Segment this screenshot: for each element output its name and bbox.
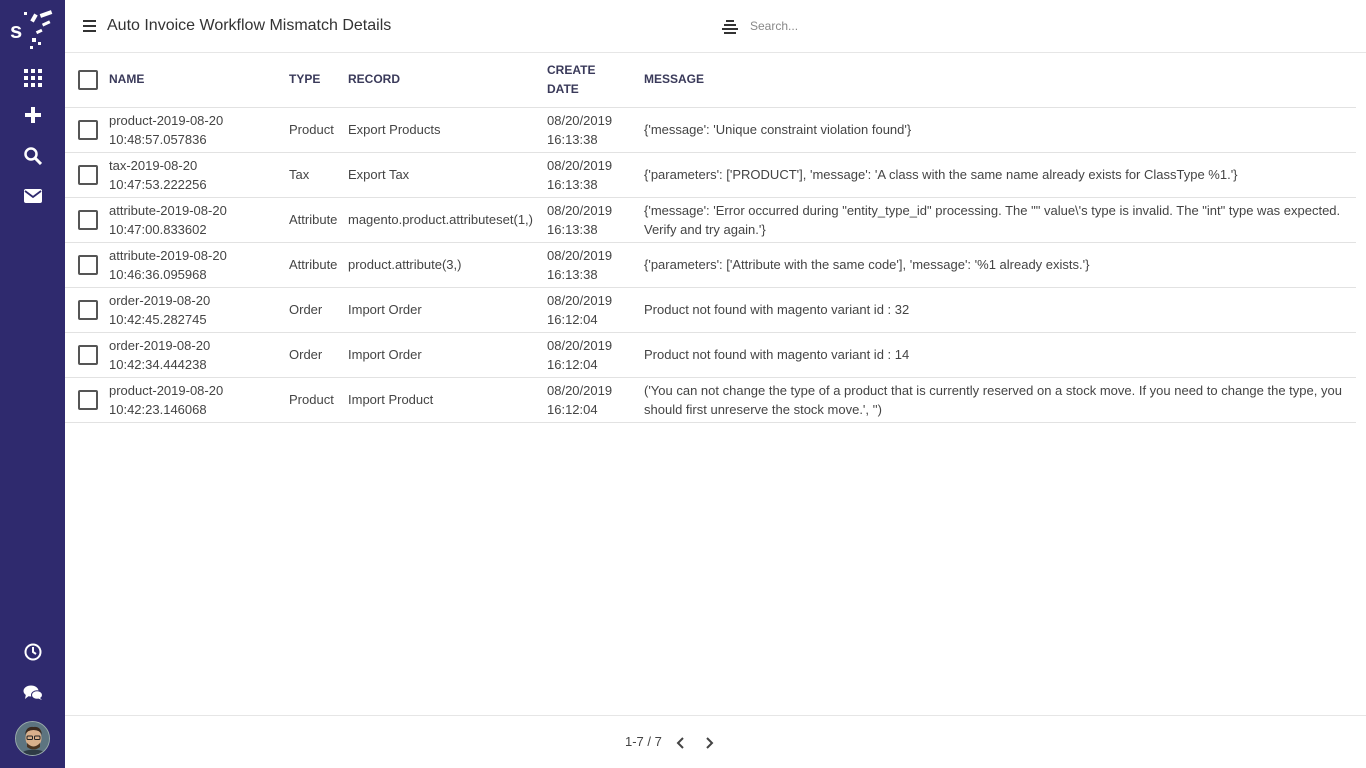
cell-message: Product not found with magento variant id : 32 — [640, 287, 1356, 332]
chevron-right-icon[interactable] — [702, 736, 716, 750]
column-header-name[interactable]: NAME — [105, 53, 285, 107]
column-header-type[interactable]: TYPE — [285, 53, 344, 107]
chevron-left-icon[interactable] — [674, 736, 688, 750]
cell-record: magento.product.attributeset(1,) — [344, 197, 543, 242]
clock-icon[interactable] — [0, 637, 65, 667]
cell-message: {'parameters': ['PRODUCT'], 'message': 'A class with the same name already exists for ClassType %1.'} — [640, 152, 1356, 197]
apps-grid-icon[interactable] — [0, 63, 65, 93]
cell-record: Import Product — [344, 377, 543, 422]
cell-create-date: 08/20/2019 16:13:38 — [543, 107, 640, 152]
cell-type: Product — [285, 377, 344, 422]
plus-icon[interactable] — [0, 100, 65, 130]
avatar[interactable] — [15, 721, 50, 756]
mismatch-table — [65, 53, 1356, 423]
table-row[interactable] — [65, 152, 1356, 197]
row-checkbox[interactable] — [78, 345, 98, 365]
cell-type: Attribute — [285, 242, 344, 287]
cell-name: tax-2019-08-20 10:47:53.222256 — [105, 152, 285, 197]
cell-record: Export Products — [344, 107, 543, 152]
mail-icon[interactable] — [0, 181, 65, 211]
chat-icon[interactable] — [0, 678, 65, 708]
row-checkbox[interactable] — [78, 120, 98, 140]
row-checkbox[interactable] — [78, 255, 98, 275]
row-checkbox[interactable] — [78, 210, 98, 230]
table-row[interactable] — [65, 377, 1356, 422]
cell-message: {'message': 'Unique constraint violation found'} — [640, 107, 1356, 152]
cell-message: Product not found with magento variant id : 14 — [640, 332, 1356, 377]
row-checkbox[interactable] — [78, 300, 98, 320]
pager-range: 1-7 / 7 — [625, 734, 662, 749]
table-row[interactable] — [65, 332, 1356, 377]
table-row[interactable] — [65, 197, 1356, 242]
hamburger-menu-icon[interactable] — [83, 20, 97, 34]
cell-type: Product — [285, 107, 344, 152]
cell-message: {'parameters': ['Attribute with the same code'], 'message': '%1 already exists.'} — [640, 242, 1356, 287]
cell-create-date: 08/20/2019 16:13:38 — [543, 242, 640, 287]
cell-create-date: 08/20/2019 16:12:04 — [543, 287, 640, 332]
page-title: Auto Invoice Workflow Mismatch Details — [107, 17, 392, 34]
search-icon[interactable] — [0, 141, 65, 171]
cell-message: ('You can not change the type of a product that is currently reserved on a stock move. If you need to change the type, you should first unreserve the stock move.', '') — [640, 377, 1356, 422]
pagination-footer — [65, 715, 1366, 768]
sidebar — [0, 0, 65, 768]
cell-name: product-2019-08-20 10:42:23.146068 — [105, 377, 285, 422]
top-bar — [65, 0, 1366, 53]
row-checkbox[interactable] — [78, 165, 98, 185]
cell-record: Export Tax — [344, 152, 543, 197]
cell-name: product-2019-08-20 10:48:57.057836 — [105, 107, 285, 152]
cell-create-date: 08/20/2019 16:13:38 — [543, 197, 640, 242]
row-checkbox[interactable] — [78, 390, 98, 410]
app-logo[interactable] — [8, 8, 58, 52]
table-row[interactable] — [65, 242, 1356, 287]
search-filter-icon[interactable] — [722, 20, 738, 34]
cell-type: Order — [285, 287, 344, 332]
cell-type: Order — [285, 332, 344, 377]
search-input[interactable] — [750, 16, 1110, 36]
svg-text:s: s — [10, 18, 23, 43]
cell-create-date: 08/20/2019 16:13:38 — [543, 152, 640, 197]
select-all-checkbox[interactable] — [78, 70, 98, 90]
column-header-message[interactable]: MESSAGE — [640, 53, 1356, 107]
cell-create-date: 08/20/2019 16:12:04 — [543, 377, 640, 422]
column-header-create-date[interactable]: CREATE DATE — [543, 53, 640, 107]
select-all-cell — [65, 53, 105, 107]
cell-type: Attribute — [285, 197, 344, 242]
table-header-row — [65, 53, 1356, 107]
table-row[interactable] — [65, 107, 1356, 152]
cell-message: {'message': 'Error occurred during "entity_type_id" processing. The "" value\'s type is invalid. The "int" type was expected. Verify and try again.'} — [640, 197, 1356, 242]
column-header-record[interactable]: RECORD — [344, 53, 543, 107]
cell-name: order-2019-08-20 10:42:45.282745 — [105, 287, 285, 332]
cell-name: attribute-2019-08-20 10:46:36.095968 — [105, 242, 285, 287]
table-row[interactable] — [65, 287, 1356, 332]
search-bar — [722, 14, 1122, 38]
cell-name: attribute-2019-08-20 10:47:00.833602 — [105, 197, 285, 242]
cell-record: product.attribute(3,) — [344, 242, 543, 287]
cell-create-date: 08/20/2019 16:12:04 — [543, 332, 640, 377]
cell-name: order-2019-08-20 10:42:34.444238 — [105, 332, 285, 377]
cell-record: Import Order — [344, 332, 543, 377]
cell-record: Import Order — [344, 287, 543, 332]
cell-type: Tax — [285, 152, 344, 197]
